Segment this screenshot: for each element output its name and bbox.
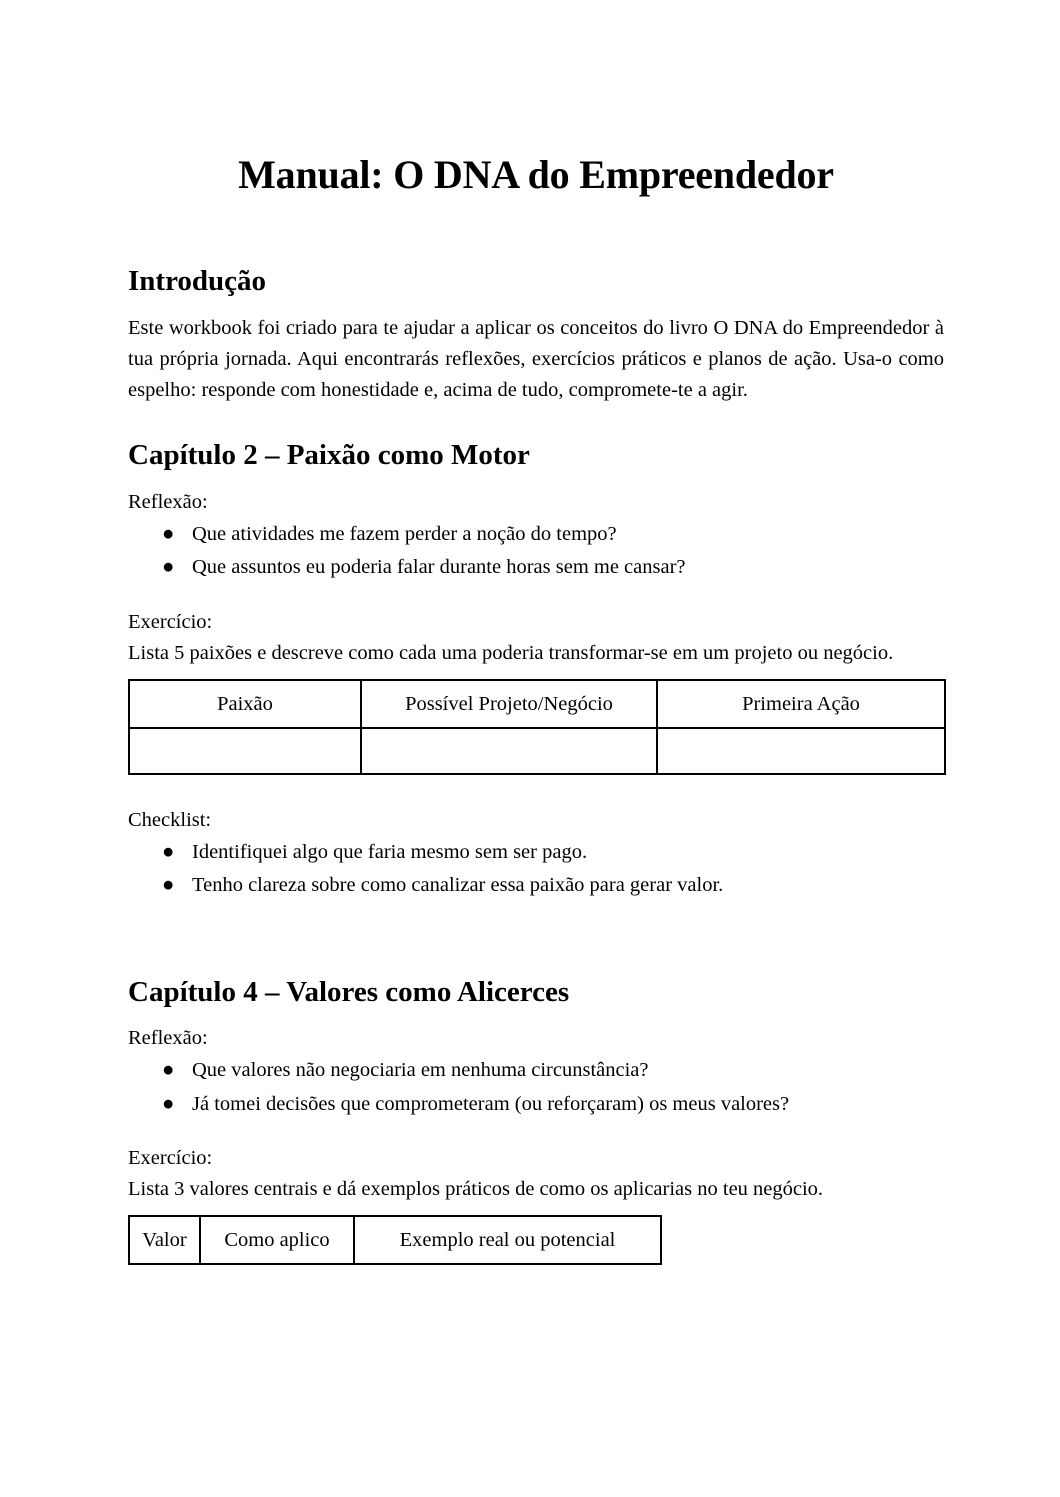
table-valores bbox=[128, 1215, 662, 1265]
chapter2-exercise-label: Exercício: bbox=[128, 610, 213, 633]
spacer bbox=[128, 198, 944, 264]
table-paixao bbox=[128, 679, 946, 775]
list-item bbox=[128, 836, 944, 869]
bullet-icon: ● bbox=[162, 874, 175, 897]
table-header-cell: Primeira Ação bbox=[657, 680, 945, 728]
chapter4-exercise-text: Lista 3 valores centrais e dá exemplos práticos de como os aplicarias no teu negócio. bbox=[128, 1178, 824, 1201]
list-item-label: Que valores não negociaria em nenhuma circunstância? bbox=[192, 1059, 649, 1082]
spacer bbox=[128, 1121, 944, 1143]
heading-capitulo-4: Capítulo 4 – Valores como Alicerces bbox=[128, 975, 570, 1008]
list-item-label: Que assuntos eu poderia falar durante horas sem me cansar? bbox=[192, 556, 686, 579]
list-item bbox=[128, 1088, 944, 1121]
spacer bbox=[128, 903, 944, 975]
table-cell[interactable] bbox=[361, 728, 657, 774]
page-title: Manual: O DNA do Empreendedor bbox=[238, 152, 834, 197]
table-header-row bbox=[129, 680, 945, 728]
chapter4-reflection-label: Reflexão: bbox=[128, 1027, 208, 1050]
list-item bbox=[128, 869, 944, 902]
heading-introducao: Introdução bbox=[128, 265, 267, 297]
spacer bbox=[128, 406, 944, 438]
chapter2-reflection-list bbox=[128, 518, 944, 584]
spacer bbox=[128, 299, 944, 313]
bullet-icon: ● bbox=[162, 523, 175, 546]
list-item bbox=[128, 518, 944, 551]
spacer bbox=[128, 775, 944, 805]
bullet-icon: ● bbox=[162, 841, 175, 864]
chapter2-checklist-list bbox=[128, 836, 944, 902]
chapter2-checklist-label: Checklist: bbox=[128, 808, 212, 831]
list-item-label: Tenho clareza sobre como canalizar essa paixão para gerar valor. bbox=[192, 874, 724, 897]
table-header-cell: Possível Projeto/Negócio bbox=[361, 680, 657, 728]
list-item-label: Já tomei decisões que comprometeram (ou reforçaram) os meus valores? bbox=[192, 1092, 790, 1115]
table-header-row bbox=[129, 1216, 661, 1264]
table-row bbox=[129, 728, 945, 774]
intro-paragraph: Este workbook foi criado para te ajudar a aplicar os conceitos do livro O DNA do Empreendedor à tua própria jornada. Aqui encontrarás reflexões, exercícios práticos e planos de ação. Usa-o como espelho: responde com honestidade e, acima de tudo, compromete-te a agir. bbox=[128, 316, 944, 402]
spacer bbox=[128, 1009, 944, 1023]
bullet-icon: ● bbox=[162, 1092, 175, 1115]
bullet-icon: ● bbox=[162, 556, 175, 579]
list-item-label: Que atividades me fazem perder a noção do tempo? bbox=[192, 523, 617, 546]
heading-capitulo-2: Capítulo 2 – Paixão como Motor bbox=[128, 439, 530, 472]
list-item bbox=[128, 551, 944, 584]
chapter2-exercise-text: Lista 5 paixões e descreve como cada uma poderia transformar-se em um projeto ou negócio. bbox=[128, 641, 894, 664]
bullet-icon: ● bbox=[162, 1059, 175, 1082]
spacer bbox=[128, 1205, 944, 1215]
spacer bbox=[128, 669, 944, 679]
table-header-cell: Como aplico bbox=[200, 1216, 354, 1264]
list-item bbox=[128, 1054, 944, 1087]
table-header-cell: Paixão bbox=[129, 680, 361, 728]
chapter2-reflection-label: Reflexão: bbox=[128, 491, 208, 514]
list-item-label: Identifiquei algo que faria mesmo sem ser pago. bbox=[192, 841, 588, 864]
spacer bbox=[128, 585, 944, 607]
spacer bbox=[128, 473, 944, 487]
table-header-cell: Exemplo real ou potencial bbox=[354, 1216, 661, 1264]
document-content bbox=[128, 0, 944, 1265]
chapter4-reflection-list bbox=[128, 1054, 944, 1120]
table-cell[interactable] bbox=[657, 728, 945, 774]
table-cell[interactable] bbox=[129, 728, 361, 774]
table-header-cell: Valor bbox=[129, 1216, 200, 1264]
chapter4-exercise-label: Exercício: bbox=[128, 1146, 213, 1169]
